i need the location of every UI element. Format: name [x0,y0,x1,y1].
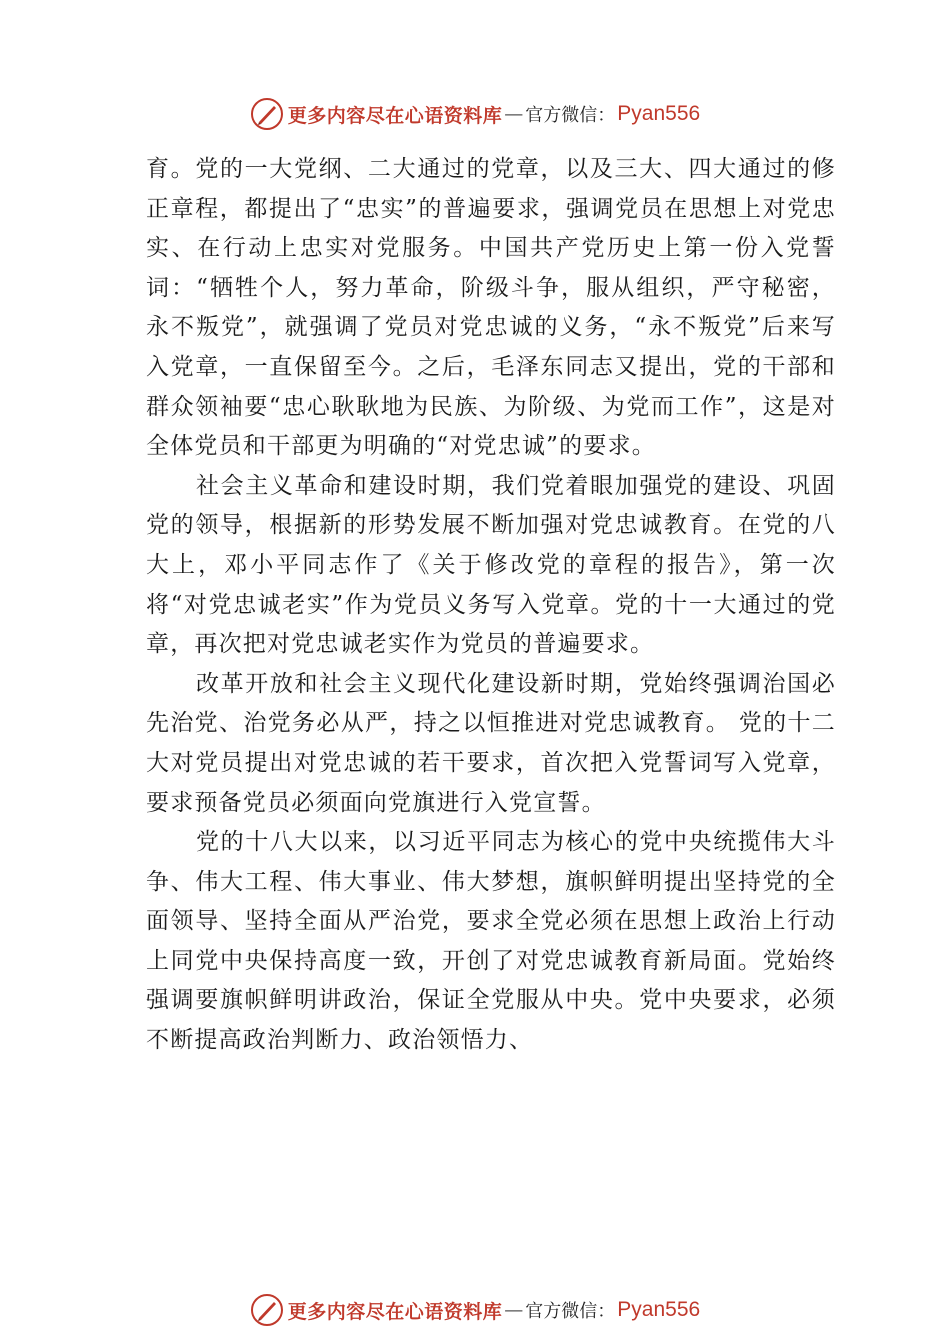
paragraph-3: 改革开放和社会主义现代化建设新时期，党始终强调治国必先治党、治党务必从严，持之以恒推进对党忠诚教育。 党的十二大对党员提出对党忠诚的若干要求，首次把入党誓词写入党章，要求预备党员必须面向党旗进行入党宣誓。 [146,670,836,816]
quill-logo-icon [250,1293,284,1327]
watermark-brand: 更多内容尽在心语资料库 [287,1300,503,1323]
paragraph-2: 社会主义革命和建设时期，我们党着眼加强党的建设、巩固党的领导，根据新的形势发展不断加强对党忠诚教育。在党的八大上，邓小平同志作了《关于修改党的章程的报告》，第一次将“对党忠诚老实”作为党员义务写入党章。党的十一大通过的党章，再次把对党忠诚老实作为党员的普遍要求。 [146,472,836,658]
watermark-separator: — [504,1299,524,1321]
watermark-wechat-id: Pyan556 [617,102,701,125]
watermark-wechat-id: Pyan556 [617,1298,701,1321]
header-watermark [0,94,950,134]
paragraph-4: 党的十八大以来，以习近平同志为核心的党中央统揽伟大斗争、伟大工程、伟大事业、伟大梦想，旗帜鲜明提出坚持党的全面领导、坚持全面从严治党，要求全党必须在思想上政治上行动上同党中央保持高度一致，开创了对党忠诚教育新局面。党始终强调要旗帜鲜明讲政治，保证全党服从中央。党中央要求，必须不断提高政治判断力、政治领悟力、 [146,829,836,1054]
watermark-wechat-label: 官方微信： [525,1301,616,1322]
footer-watermark [0,1290,950,1330]
paragraph-1: 育。党的一大党纲、二大通过的党章，以及三大、四大通过的修正章程，都提出了“忠实”的普遍要求，强调党员在思想上对党忠实、在行动上忠实对党服务。中国共产党历史上第一份入党誓词：“牺牲个人，努力革命，阶级斗争，服从组织，严守秘密，永不叛党”，就强调了党员对党忠诚的义务，“永不叛党”后来写入党章，一直保留至今。之后，毛泽东同志又提出，党的干部和群众领袖要“忠心耿耿地为民族、为阶级、为党而工作”，这是对全体党员和干部更为明确的“对党忠诚”的要求。 [146,156,836,460]
document-body [146,150,836,1061]
watermark-separator: — [504,103,524,125]
watermark-wechat-label: 官方微信： [525,105,616,126]
watermark-brand: 更多内容尽在心语资料库 [287,104,503,127]
quill-logo-icon [250,97,284,131]
